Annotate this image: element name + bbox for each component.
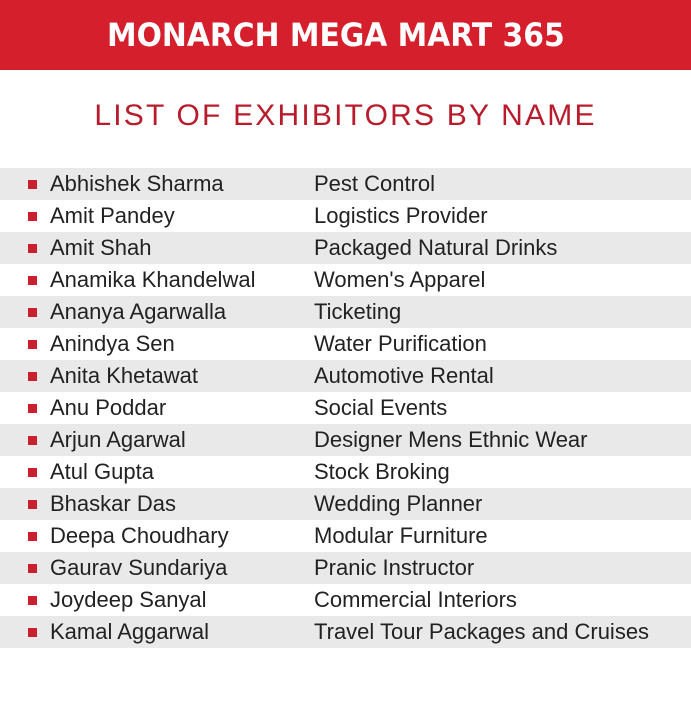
exhibitor-category: Water Purification [314, 331, 487, 356]
exhibitor-category: Designer Mens Ethnic Wear [314, 427, 588, 452]
exhibitor-name: Abhishek Sharma [50, 171, 224, 196]
exhibitor-name: Bhaskar Das [50, 491, 176, 516]
bullet-icon [28, 532, 37, 541]
list-item [0, 232, 691, 264]
exhibitor-name: Amit Shah [50, 235, 152, 260]
bullet-icon [28, 404, 37, 413]
bullet-icon [28, 372, 37, 381]
list-item [0, 392, 691, 424]
list-item [0, 200, 691, 232]
exhibitor-name: Kamal Aggarwal [50, 619, 209, 644]
bullet-icon [28, 596, 37, 605]
bullet-icon [28, 500, 37, 509]
exhibitor-category: Commercial Interiors [314, 587, 517, 612]
list-item [0, 488, 691, 520]
list-item [0, 328, 691, 360]
exhibitor-name: Arjun Agarwal [50, 427, 186, 452]
list-item [0, 552, 691, 584]
list-item [0, 360, 691, 392]
bullet-icon [28, 340, 37, 349]
exhibitor-name: Joydeep Sanyal [50, 587, 207, 612]
list-item [0, 264, 691, 296]
list-item [0, 296, 691, 328]
exhibitor-category: Pest Control [314, 171, 436, 196]
exhibitor-name: Anindya Sen [50, 331, 175, 356]
exhibitor-name: Amit Pandey [50, 203, 175, 228]
list-heading: LIST OF EXHIBITORS BY NAME [94, 99, 597, 132]
list-item [0, 584, 691, 616]
list-item [0, 456, 691, 488]
bullet-icon [28, 468, 37, 477]
exhibitor-category: Automotive Rental [314, 363, 494, 388]
exhibitor-list [0, 168, 691, 648]
bullet-icon [28, 436, 37, 445]
page-title: MONARCH MEGA MART 365 [107, 16, 565, 54]
exhibitor-name: Deepa Choudhary [50, 523, 229, 548]
bullet-icon [28, 212, 37, 221]
exhibitor-category: Social Events [314, 395, 448, 420]
list-item [0, 424, 691, 456]
exhibitor-name: Atul Gupta [50, 459, 154, 484]
exhibitor-category: Wedding Planner [314, 491, 483, 516]
bullet-icon [28, 276, 37, 285]
list-item [0, 616, 691, 648]
exhibitor-name: Anamika Khandelwal [50, 267, 256, 292]
list-item [0, 168, 691, 200]
exhibitor-category: Travel Tour Packages and Cruises [314, 619, 650, 644]
bullet-icon [28, 180, 37, 189]
exhibitor-name: Ananya Agarwalla [50, 299, 227, 324]
bullet-icon [28, 564, 37, 573]
exhibitor-name: Gaurav Sundariya [50, 555, 228, 580]
exhibitor-category: Ticketing [314, 299, 402, 324]
bullet-icon [28, 308, 37, 317]
list-item [0, 520, 691, 552]
exhibitor-category: Modular Furniture [314, 523, 488, 548]
exhibitor-category: Logistics Provider [314, 203, 488, 228]
bullet-icon [28, 628, 37, 637]
exhibitor-category: Packaged Natural Drinks [314, 235, 558, 260]
exhibitor-name: Anita Khetawat [50, 363, 198, 388]
exhibitor-name: Anu Poddar [50, 395, 167, 420]
exhibitor-category: Pranic Instructor [314, 555, 475, 580]
header-banner [0, 0, 691, 70]
exhibitor-category: Stock Broking [314, 459, 450, 484]
exhibitor-category: Women's Apparel [314, 267, 486, 292]
bullet-icon [28, 244, 37, 253]
